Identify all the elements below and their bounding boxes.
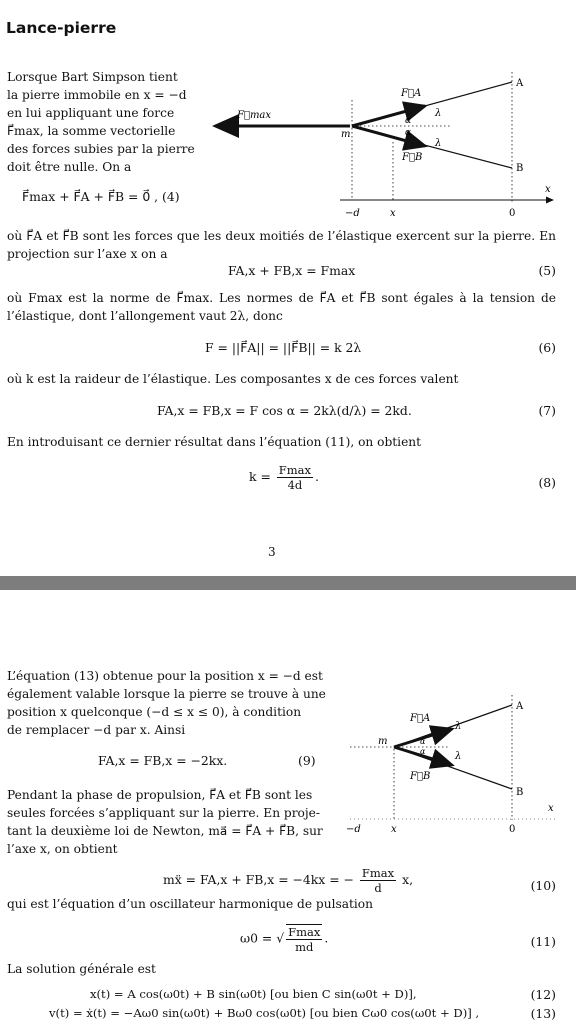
- intro-line-6: doit être nulle. On a: [7, 160, 132, 174]
- equation-11-denominator: md: [295, 940, 314, 954]
- p2-intro-line-4: de remplacer −d par x. Ainsi: [7, 723, 186, 737]
- equation-10-rhs: x,: [402, 872, 414, 887]
- equation-13-number: (13): [530, 1006, 556, 1021]
- equation-10-fraction: [360, 866, 396, 895]
- equation-5-number: (5): [538, 263, 556, 278]
- equation-4: F⃗max + F⃗A + F⃗B = 0⃗ ,: [22, 189, 159, 204]
- fa-arrow: [352, 106, 425, 126]
- fa-label: F⃗A: [401, 88, 422, 99]
- p2-tick-neg-d: −d: [346, 824, 361, 835]
- equation-4-number: (4): [162, 189, 180, 204]
- p2-alpha-top: α: [420, 737, 426, 746]
- equation-8-fraction: [277, 463, 313, 492]
- equation-10: [163, 866, 413, 895]
- p2-fb-label: F⃗B: [410, 771, 431, 782]
- page-separator: [0, 576, 576, 590]
- intro-line-3: en lui appliquant une force: [7, 106, 175, 120]
- equation-6: F = ||F⃗A|| = ||F⃗B|| = k 2λ: [205, 340, 362, 355]
- equation-9: FA,x = FB,x = −2kx.: [98, 753, 228, 768]
- lambda-top: λ: [435, 108, 442, 119]
- slingshot-diagram-1: [205, 70, 565, 230]
- mass-label: m: [341, 129, 351, 140]
- equation-10-denominator: d: [374, 881, 382, 895]
- intro-line-2: la pierre immobile en x = −d: [7, 88, 187, 102]
- paragraph-norme: où Fmax est la norme de F⃗max. Les normes de F⃗A et F⃗B sont égales à la tension de l’élastique, dont l’allongement vaut 2λ, donc: [7, 291, 556, 323]
- p2-x-axis-label: x: [548, 803, 554, 814]
- equation-10-number: (10): [530, 878, 556, 893]
- p2-mass-label: m: [378, 736, 388, 747]
- p2-point-b: B: [516, 787, 524, 798]
- equation-11-fraction: [286, 924, 322, 954]
- point-a: A: [516, 78, 524, 89]
- alpha-bottom: α: [405, 128, 412, 138]
- paragraph-oscillateur: qui est l’équation d’un oscillateur harmonique de pulsation: [7, 897, 373, 911]
- p2-lambda-top: λ: [455, 721, 462, 732]
- prop-line-2: seules forcées s’appliquant sur la pierre. En proje-: [7, 806, 321, 820]
- p2-intro-line-2: également valable lorsque la pierre se trouve à une: [7, 687, 326, 701]
- equation-6-number: (6): [538, 340, 556, 355]
- p2-intro-line-1: L’équation (13) obtenue pour la position x = −d est: [7, 669, 323, 683]
- fmax-label: F⃗max: [237, 110, 272, 121]
- paragraph-solution: La solution générale est: [7, 962, 156, 976]
- fb-label: F⃗B: [402, 152, 423, 163]
- equation-13: v(t) = ẋ(t) = −Aω0 sin(ω0t) + Bω0 cos(ω0t) [ou bien Cω0 cos(ω0t + D)] ,: [49, 1006, 480, 1020]
- equation-11-numerator: Fmax: [288, 925, 321, 939]
- equation-11-lhs: ω0 = √: [240, 930, 285, 946]
- prop-line-3: tant la deuxième loi de Newton, ma⃗ = F⃗A + F⃗B, sur: [7, 824, 323, 838]
- section-title: Lance-pierre: [6, 19, 117, 37]
- p2-fa-label: F⃗A: [410, 713, 431, 724]
- lambda-bottom: λ: [435, 138, 442, 149]
- paragraph-intro-8: En introduisant ce dernier résultat dans l’équation (11), on obtient: [7, 435, 422, 449]
- p2-alpha-bottom: α: [420, 747, 426, 756]
- equation-9-number: (9): [298, 753, 316, 768]
- equation-8: k = $\frac{Fmax}{4d}$ .: [249, 463, 319, 492]
- equation-8-number: (8): [538, 475, 556, 490]
- equation-12-number: (12): [530, 987, 556, 1002]
- fb-arrow: [352, 126, 425, 146]
- alpha-top: α: [405, 116, 412, 126]
- slingshot-diagram-2: [340, 695, 565, 845]
- equation-8-denominator: 4d: [287, 478, 303, 492]
- equation-8-lhs: k =: [249, 469, 271, 484]
- point-b: B: [516, 163, 524, 174]
- p2-intro-line-3: position x quelconque (−d ≤ x ≤ 0), à condition: [7, 705, 302, 719]
- equation-7-number: (7): [538, 403, 556, 418]
- equation-12: x(t) = A cos(ω0t) + B sin(ω0t) [ou bien C sin(ω0t + D)],: [90, 987, 417, 1001]
- intro-line-4: F⃗max, la somme vectorielle: [7, 124, 176, 138]
- equation-8-numerator: Fmax: [278, 463, 312, 477]
- paragraph-raideur: où k est la raideur de l’élastique. Les composantes x de ces forces valent: [7, 372, 459, 386]
- equation-5: FA,x + FB,x = Fmax: [228, 263, 356, 278]
- equation-10-lhs: mẍ = FA,x + FB,x = −4kx = −: [163, 872, 354, 887]
- equation-11: ω0 = √ $\frac{Fmax}{md}$ .: [240, 925, 329, 954]
- paragraph-forces: où F⃗A et F⃗B sont les forces que les deux moitiés de l’élastique exercent sur la pierre. En projection sur l’axe x on a: [7, 229, 556, 261]
- prop-line-4: l’axe x, on obtient: [7, 842, 118, 856]
- p2-point-a: A: [516, 701, 524, 712]
- equation-10-numerator: Fmax: [361, 866, 395, 880]
- intro-line-5: des forces subies par la pierre: [7, 142, 195, 156]
- equation-7: FA,x = FB,x = F cos α = 2kλ(d/λ) = 2kd.: [157, 403, 412, 418]
- tick-x: x: [390, 208, 396, 219]
- p2-lambda-bottom: λ: [455, 751, 462, 762]
- equation-11-number: (11): [530, 934, 556, 949]
- tick-0: 0: [509, 208, 516, 219]
- p2-tick-x: x: [391, 824, 397, 835]
- prop-line-1: Pendant la phase de propulsion, F⃗A et F⃗B sont les: [7, 788, 313, 802]
- page-number: 3: [268, 545, 276, 559]
- x-axis-label: x: [545, 184, 551, 195]
- page-2: [0, 590, 576, 1024]
- intro-line-1: Lorsque Bart Simpson tient: [7, 70, 178, 84]
- tick-neg-d: −d: [345, 208, 360, 219]
- p2-tick-0: 0: [509, 824, 516, 835]
